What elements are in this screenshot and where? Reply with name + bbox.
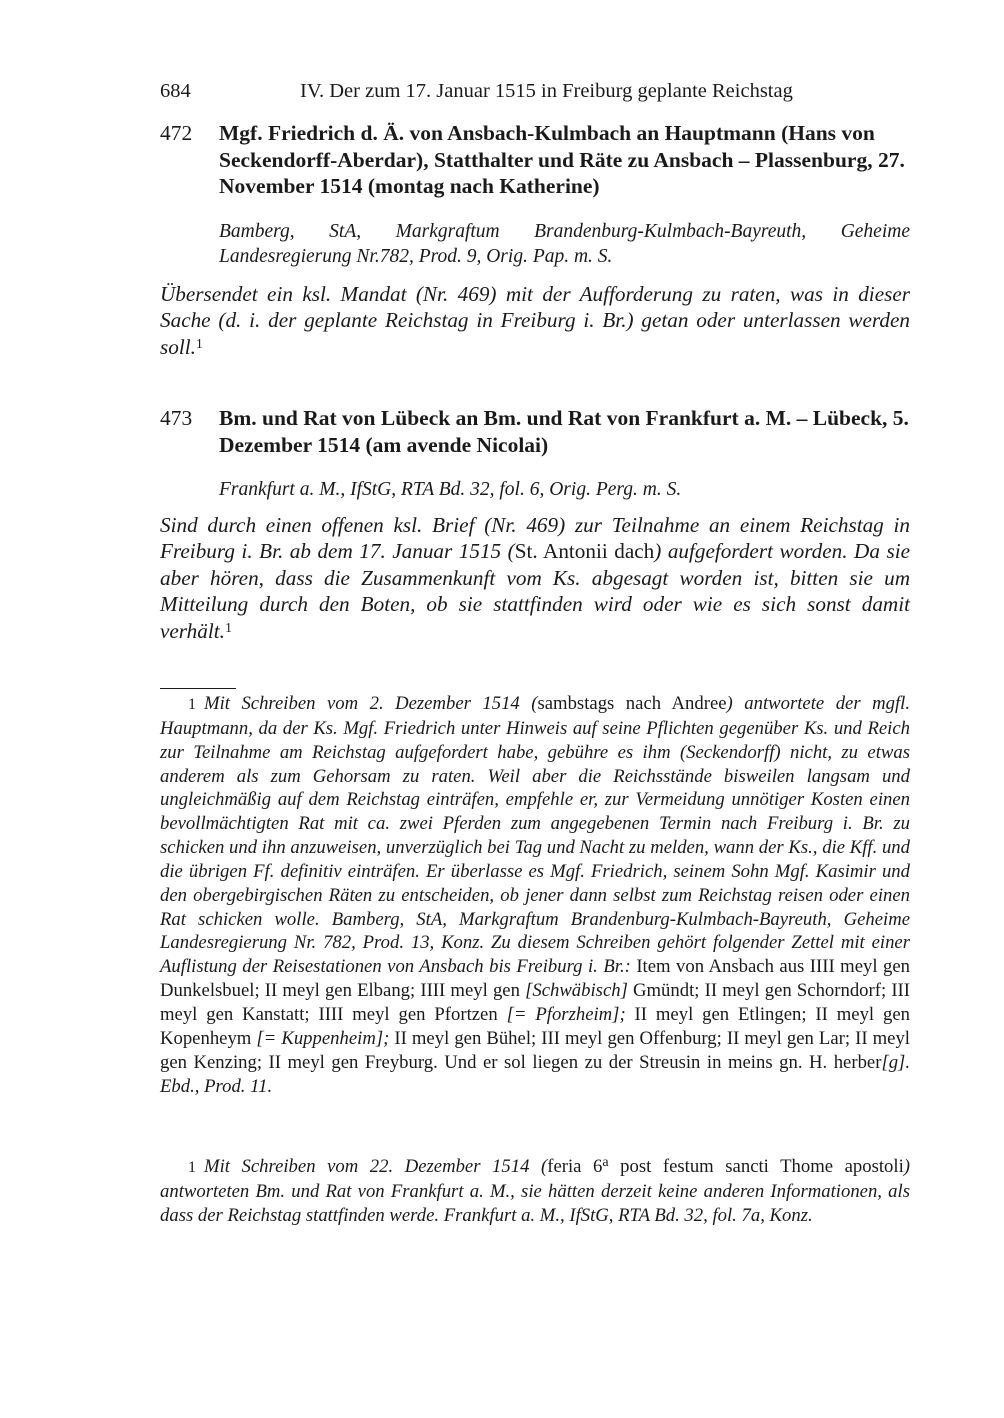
footnote-text: . Ebd., Prod. 11. (160, 1051, 910, 1097)
regest-text-b: ) aufgefordert worden. Da sie aber hören, dass die Zusammenkunft vom Ks. abgesagt worden ist, bitten sie um Mitteilung durch den Boten, ob sie stattfinden wird oder wie es sich sonst damit verhält. (160, 539, 910, 643)
entry-title: Mgf. Friedrich d. Ä. von Ansbach-Kulmbach an Hauptmann (Hans von Seckendorff-Aberdar), Statthalter und Räte zu Ansbach – Plassenburg, 27. November 1514 (montag nach Katherine) (219, 121, 905, 198)
footnote-quote: II meyl gen Bühel; III meyl gen Offenburg; II meyl gen Lar; II meyl gen Kenzing; II meyl gen Freyburg. Und er sol liegen zu der Streusin in meins gn. H. herber (160, 1027, 910, 1073)
page-number: 684 (160, 80, 191, 102)
regest-text: Übersendet ein ksl. Mandat (Nr. 469) mit der Aufforderung zu raten, was in dieser Sache (d. i. der geplante Reichstag in Freiburg i. Br.) getan oder unterlassen werden soll. (160, 282, 910, 359)
footnote-text: ) antworteten Bm. und Rat von Frankfurt a. M., sie hätten derzeit keine anderen Informationen, als dass der Reichstag stattfinden werde. Frankfurt a. M., IfStG, RTA Bd. 32, fol. 7a, Konz. (160, 1156, 910, 1226)
footnote-superscript: a (602, 1155, 609, 1170)
footnote-editorial: [g] (881, 1051, 906, 1073)
footnote-editorial: [= Kuppenheim]; (256, 1027, 390, 1049)
running-title: IV. Der zum 17. Januar 1515 in Freiburg geplante Reichstag (300, 80, 793, 102)
entry-number: 472 (160, 121, 193, 145)
footnote-quote: Gmündt; II meyl gen Schorndorf; III meyl gen Kanstatt; IIII meyl gen Pfortzen (160, 980, 910, 1025)
footnote-editorial: [= Pforzheim]; (506, 1003, 626, 1025)
regest-text-a: Sind durch einen offenen ksl. Brief (Nr. 469) zur Teilnahme an einem Reichstag in Freiburg i. Br. ab dem 17. Januar 1515 ( (160, 513, 910, 564)
footnote-quote: feria 6 (547, 1156, 603, 1177)
footnote-reference: 1 (195, 336, 203, 352)
footnote-text: ) antwortete der mgfl. Hauptmann, da der Ks. Mgf. Friedrich unter Hinweis auf seine Pflichten gegenüber Ks. und Reich zur Teilnahme am Reichstag aufgefordert habe, gebühre es ihm (Seckendorff) nicht, zu etwas anderem als zum Gehorsam zu raten. Weil aber die Reichsstände bisweilen langsam und ungleichmäßig auf dem Reichstag einträfen, empfehle er, zur Vermeidung unnötiger Kosten einen bevollmächtigten Rat mit ca. zwei Pferden zum angegebenen Termin nach Freiburg i. Br. zu schicken und ihn anzuweisen, unverzüglich bei Tag und Nacht zu melden, wann der Ks., die Kff. und die übrigen Ff. definitiv einträfen. Er überlasse es Mgf. Friedrich, seinem Sohn Mgf. Kasimir und den obergebirgischen Räten zu entscheiden, ob jener dann selbst zum Reichstag reisen oder einen Rat schicken wolle. Bamberg, StA, Markgraftum Brandenburg-Kulmbach-Bayreuth, Geheime Landesregierung Nr. 782, Prod. 13, Konz. Zu diesem Schreiben gehört folgender Zettel mit einer Auflistung der Reisestationen von Ansbach bis Freiburg i. Br.: (160, 693, 911, 978)
footnote-text: Mit Schreiben vom 2. Dezember 1514 ( (204, 693, 538, 714)
footnote-quote: post festum sancti Thome apostoli (608, 1156, 904, 1177)
footnote-quote: Item von Ansbach aus IIII meyl gen Dunkelsbuel; II meyl gen Elbang; IIII meyl gen (160, 956, 910, 1002)
footnote-quote: sambstags nach Andree (537, 693, 727, 714)
footnote-mark: 1 (188, 696, 196, 713)
footnote-2 (160, 1155, 910, 1228)
entry-regest (160, 512, 910, 644)
footnote-editorial: [Schwäbisch] (525, 980, 628, 1002)
footnote-rule (160, 688, 236, 689)
footnote-quote: II meyl gen Etlingen; II meyl gen Kopenheym (160, 1003, 910, 1049)
regest-quote: St. Antonii dach (514, 539, 655, 564)
entry-number: 473 (160, 406, 193, 430)
entry-title: Bm. und Rat von Lübeck an Bm. und Rat von Frankfurt a. M. – Lübeck, 5. Dezember 1514 (am avende Nicolai) (219, 406, 909, 457)
footnote-reference: 1 (224, 620, 232, 636)
entry-source: Frankfurt a. M., IfStG, RTA Bd. 32, fol. 6, Orig. Perg. m. S. (219, 479, 682, 500)
entry-source: Bamberg, StA, Markgraftum Brandenburg-Kulmbach-Bayreuth, Geheime Landesregierung Nr.782, Prod. 9, Orig. Pap. m. S. (219, 221, 910, 267)
footnote-mark: 1 (188, 1159, 196, 1176)
running-header (160, 80, 910, 110)
footnote-1 (160, 692, 910, 1098)
footnote-text: Mit Schreiben vom 22. Dezember 1514 ( (204, 1156, 548, 1177)
entry-regest (160, 281, 910, 360)
